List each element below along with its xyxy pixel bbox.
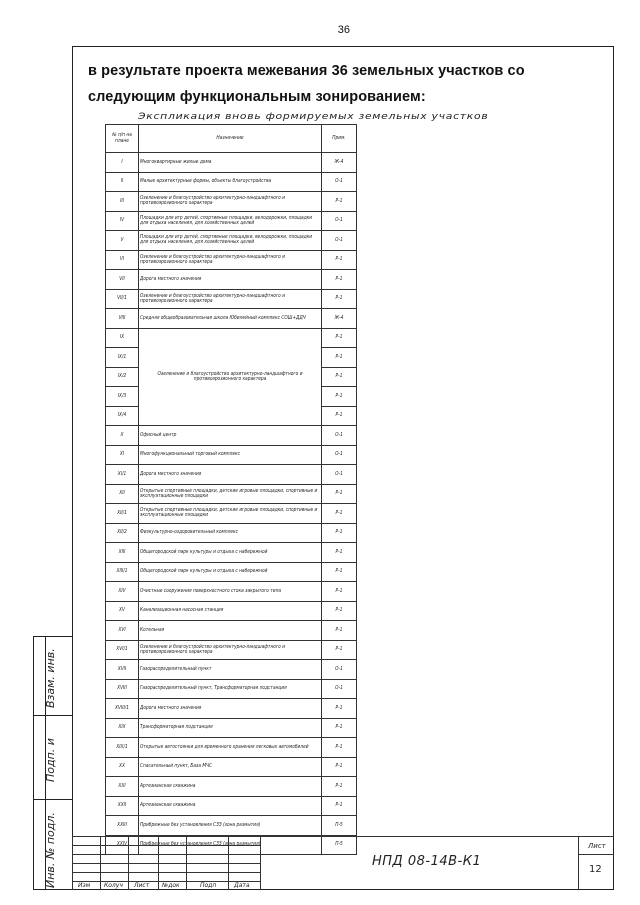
row-zone: Р-1 bbox=[322, 270, 357, 290]
row-number: V bbox=[106, 231, 139, 251]
row-number: XVIII bbox=[106, 679, 139, 699]
table-row bbox=[106, 250, 357, 270]
row-number: XX bbox=[106, 757, 139, 777]
row-zone: Р-1 bbox=[322, 406, 357, 426]
row-zone: Ж-4 bbox=[322, 153, 357, 173]
row-purpose: Многофункциональный торговый комплекс bbox=[139, 445, 322, 465]
table-row bbox=[106, 211, 357, 231]
row-number: XII/1 bbox=[106, 504, 139, 524]
row-number: XIII bbox=[106, 543, 139, 563]
row-number: VII/1 bbox=[106, 289, 139, 309]
row-zone: Р-1 bbox=[322, 484, 357, 504]
row-purpose: Озеленение и благоустройство архитектурно-ландшафтного и противоэрозионного характера bbox=[139, 289, 322, 309]
row-number: II bbox=[106, 172, 139, 192]
header-zone: Прим. bbox=[322, 125, 357, 153]
row-zone: Ж-4 bbox=[322, 309, 357, 329]
table-row bbox=[106, 523, 357, 543]
tb-col-list: Лист bbox=[134, 882, 150, 889]
row-number: XVI bbox=[106, 621, 139, 641]
row-zone: О-1 bbox=[322, 426, 357, 446]
row-purpose: Малые архитектурные формы, объекты благоустройства bbox=[139, 172, 322, 192]
document-code: НПД 08-14В-К1 bbox=[372, 854, 482, 869]
label-vzam: Взам. инв. bbox=[44, 648, 57, 708]
row-zone: Р-1 bbox=[322, 328, 357, 348]
row-zone: Р-1 bbox=[322, 289, 357, 309]
row-purpose: Котельная bbox=[139, 621, 322, 641]
table-row bbox=[106, 796, 357, 816]
row-zone: Р-1 bbox=[322, 348, 357, 368]
row-purpose: Канализационная насосная станция bbox=[139, 601, 322, 621]
row-zone: Р-1 bbox=[322, 387, 357, 407]
table-row bbox=[106, 699, 357, 719]
row-zone: Р-1 bbox=[322, 699, 357, 719]
table-row bbox=[106, 679, 357, 699]
table-row bbox=[106, 484, 357, 504]
row-number: XIII/1 bbox=[106, 562, 139, 582]
table-row bbox=[106, 153, 357, 173]
row-number: I bbox=[106, 153, 139, 173]
row-purpose: Открытые спортивные площадки, детские игровые площадки, спортивные и эксплуатационные площадки bbox=[139, 504, 322, 524]
row-zone: Р-1 bbox=[322, 621, 357, 641]
row-zone: Р-1 bbox=[322, 192, 357, 212]
header-name: Назначение bbox=[139, 125, 322, 153]
row-zone: Р-1 bbox=[322, 718, 357, 738]
row-purpose: Артезианская скважина bbox=[139, 796, 322, 816]
table-row bbox=[106, 660, 357, 680]
row-purpose: Очистные сооружения поверхностного стока закрытого типа bbox=[139, 582, 322, 602]
row-zone: О-1 bbox=[322, 445, 357, 465]
sheet-label: Лист bbox=[588, 842, 606, 850]
tb-col-data: Дата bbox=[234, 882, 250, 889]
row-zone: П-5 bbox=[322, 816, 357, 836]
row-purpose: Площадки для игр детей, спортивные площадки, велодорожки, площадки для отдыха населения, для хозяйственных целей bbox=[139, 231, 322, 251]
table-row bbox=[106, 445, 357, 465]
row-number: IX/3 bbox=[106, 387, 139, 407]
row-zone: О-1 bbox=[322, 172, 357, 192]
row-purpose: Прибрежные без установления СЗЗ (зона размытия) bbox=[139, 816, 322, 836]
table-row bbox=[106, 718, 357, 738]
row-purpose: Газораспределительный пункт bbox=[139, 660, 322, 680]
row-zone: Р-1 bbox=[322, 543, 357, 563]
table-row bbox=[106, 289, 357, 309]
row-number: XII bbox=[106, 484, 139, 504]
table-row bbox=[106, 192, 357, 212]
table-row bbox=[106, 328, 357, 348]
table-row bbox=[106, 640, 357, 660]
table-row bbox=[106, 777, 357, 797]
row-number: XII/2 bbox=[106, 523, 139, 543]
row-zone: О-1 bbox=[322, 211, 357, 231]
row-zone: О-1 bbox=[322, 660, 357, 680]
page-number: 36 bbox=[337, 24, 350, 36]
row-number: XVII bbox=[106, 660, 139, 680]
row-number: XIX bbox=[106, 718, 139, 738]
row-purpose: Дорога местного значения bbox=[139, 465, 322, 485]
row-purpose: Открытые автостоянки для временного хранения легковых автомобилей bbox=[139, 738, 322, 758]
row-zone: Р-1 bbox=[322, 640, 357, 660]
row-number: XXII bbox=[106, 796, 139, 816]
row-zone: Р-1 bbox=[322, 582, 357, 602]
table-row bbox=[106, 582, 357, 602]
row-number: III bbox=[106, 192, 139, 212]
row-number: VI bbox=[106, 250, 139, 270]
table-row bbox=[106, 601, 357, 621]
row-purpose: Газораспределительный пункт, Трансформаторная подстанция bbox=[139, 679, 322, 699]
intro-paragraph: в результате проекта межевания 36 земельных участков со следующим функциональным зонированием: bbox=[88, 63, 525, 105]
row-purpose: Общегородской парк культуры и отдыха с набережной bbox=[139, 562, 322, 582]
row-purpose: Офисный центр bbox=[139, 426, 322, 446]
row-zone: Р-1 bbox=[322, 757, 357, 777]
row-number: IX bbox=[106, 328, 139, 348]
tb-col-ndok: №док bbox=[162, 882, 180, 889]
table-row bbox=[106, 543, 357, 563]
label-inv: Инв. № подл. bbox=[44, 812, 57, 888]
row-number: XI/1 bbox=[106, 465, 139, 485]
row-number: XIV bbox=[106, 582, 139, 602]
row-zone: Р-1 bbox=[322, 523, 357, 543]
row-purpose: Дорога местного значения bbox=[139, 270, 322, 290]
table-row bbox=[106, 757, 357, 777]
tb-col-podp: Подп bbox=[200, 882, 217, 889]
row-number: IX/2 bbox=[106, 367, 139, 387]
table-row bbox=[106, 465, 357, 485]
row-purpose: Артезианская скважина bbox=[139, 777, 322, 797]
row-number: IX/4 bbox=[106, 406, 139, 426]
row-zone: О-1 bbox=[322, 231, 357, 251]
row-zone: Р-1 bbox=[322, 367, 357, 387]
row-purpose: Площадки для игр детей, спортивные площадки, велодорожки, площадки для отдыха населения, для хозяйственных целей bbox=[139, 211, 322, 231]
row-number: XI bbox=[106, 445, 139, 465]
explication-table bbox=[105, 124, 357, 855]
row-number: IV bbox=[106, 211, 139, 231]
header-num: № п/п на плане bbox=[106, 125, 139, 153]
row-zone: Р-1 bbox=[322, 504, 357, 524]
row-zone: Р-1 bbox=[322, 796, 357, 816]
table-row bbox=[106, 738, 357, 758]
row-zone: П-5 bbox=[322, 835, 357, 855]
row-zone: О-1 bbox=[322, 679, 357, 699]
row-number: XVIII/1 bbox=[106, 699, 139, 719]
row-number: IX/1 bbox=[106, 348, 139, 368]
row-purpose: Прибрежные без установления СЗЗ (зона размытия) bbox=[139, 835, 322, 855]
row-zone: Р-1 bbox=[322, 562, 357, 582]
explication-table-wrap bbox=[105, 124, 347, 855]
row-purpose: Озеленение и благоустройство архитектурно-ландшафтного и противоэрозионного характера bbox=[139, 250, 322, 270]
row-number: XXIII bbox=[106, 816, 139, 836]
row-zone: Р-1 bbox=[322, 250, 357, 270]
row-purpose: Дорога местного значения bbox=[139, 699, 322, 719]
table-row bbox=[106, 504, 357, 524]
table-row bbox=[106, 562, 357, 582]
label-sign: Подп. и bbox=[44, 738, 57, 782]
tb-col-izm: Изм bbox=[78, 882, 91, 889]
row-purpose: Средняя общеобразовательная школа Юбилейный комплекс СОШ+ДДЧ bbox=[139, 309, 322, 329]
row-number: XXI bbox=[106, 777, 139, 797]
table-row bbox=[106, 426, 357, 446]
table-row bbox=[106, 816, 357, 836]
row-purpose: Трансформаторная подстанция bbox=[139, 718, 322, 738]
tb-col-koluch: Колуч bbox=[104, 882, 123, 889]
table-row bbox=[106, 172, 357, 192]
row-zone: Р-1 bbox=[322, 738, 357, 758]
row-number: XIX/1 bbox=[106, 738, 139, 758]
row-purpose: Физкультурно-оздоровительный комплекс bbox=[139, 523, 322, 543]
row-zone: Р-1 bbox=[322, 777, 357, 797]
row-number: XXIV bbox=[106, 835, 139, 855]
title-block bbox=[72, 836, 614, 890]
table-caption: Экспликация вновь формируемых земельных участков bbox=[138, 112, 489, 122]
row-purpose: Спасательный пункт, База МЧС bbox=[139, 757, 322, 777]
row-purpose: Озеленение и благоустройство архитектурно-ландшафтного и противоэрозионного характера bbox=[139, 640, 322, 660]
merged-purpose: Озеленение и благоустройство архитектурно-ландшафтного и противоэрозионного характера bbox=[139, 328, 322, 426]
row-number: VII bbox=[106, 270, 139, 290]
table-row bbox=[106, 270, 357, 290]
row-number: XVI/1 bbox=[106, 640, 139, 660]
row-zone: Р-1 bbox=[322, 601, 357, 621]
sheet-number: 12 bbox=[589, 864, 602, 875]
row-purpose: Открытые спортивные площадки, детские игровые площадки, спортивные и эксплуатационные площадки bbox=[139, 484, 322, 504]
table-row bbox=[106, 621, 357, 641]
row-purpose: Общегородской парк культуры и отдыха с набережной bbox=[139, 543, 322, 563]
row-number: XV bbox=[106, 601, 139, 621]
table-row bbox=[106, 309, 357, 329]
row-zone: О-1 bbox=[322, 465, 357, 485]
row-number: VIII bbox=[106, 309, 139, 329]
row-purpose: Многоквартирные жилые дома bbox=[139, 153, 322, 173]
row-number: X bbox=[106, 426, 139, 446]
table-row bbox=[106, 231, 357, 251]
row-purpose: Озеленение и благоустройство архитектурно-ландшафтного и противоэрозионного характера bbox=[139, 192, 322, 212]
